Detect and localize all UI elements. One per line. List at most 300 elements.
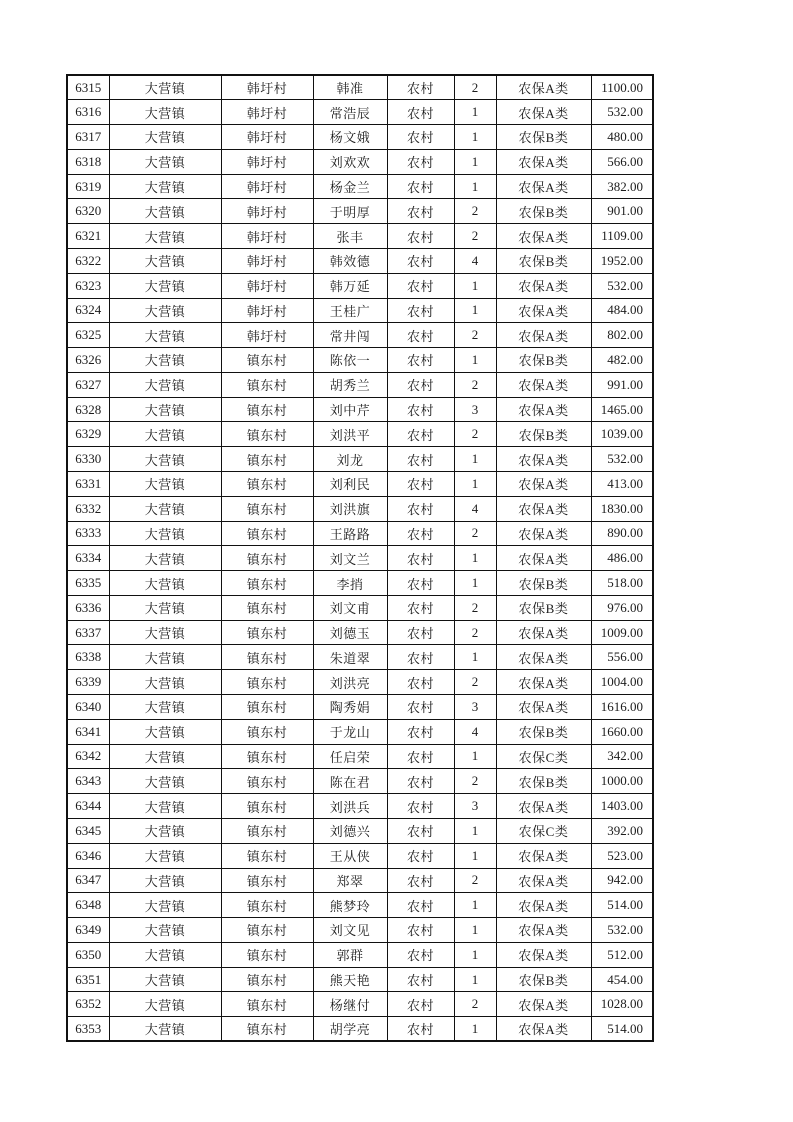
- amount-cell: 514.00: [591, 893, 653, 918]
- insurance-category-cell: 农保A类: [496, 843, 591, 868]
- amount-cell: 486.00: [591, 546, 653, 571]
- town-cell: 大营镇: [109, 422, 221, 447]
- table-body: [67, 75, 653, 1041]
- amount-cell: 890.00: [591, 521, 653, 546]
- amount-cell: 454.00: [591, 967, 653, 992]
- serial-cell: 6335: [67, 571, 109, 596]
- table-row: [67, 918, 653, 943]
- residence-type-cell: 农村: [387, 323, 454, 348]
- serial-cell: 6351: [67, 967, 109, 992]
- table-row: [67, 273, 653, 298]
- person-count-cell: 2: [454, 199, 496, 224]
- residence-type-cell: 农村: [387, 992, 454, 1017]
- amount-cell: 1009.00: [591, 620, 653, 645]
- person-count-cell: 1: [454, 967, 496, 992]
- table-row: [67, 521, 653, 546]
- serial-cell: 6318: [67, 149, 109, 174]
- village-cell: 韩圩村: [221, 174, 313, 199]
- residence-type-cell: 农村: [387, 546, 454, 571]
- insurance-category-cell: 农保B类: [496, 199, 591, 224]
- village-cell: 韩圩村: [221, 273, 313, 298]
- town-cell: 大营镇: [109, 645, 221, 670]
- serial-cell: 6343: [67, 769, 109, 794]
- village-cell: 镇东村: [221, 397, 313, 422]
- person-name-cell: 韩效德: [313, 248, 387, 273]
- town-cell: 大营镇: [109, 100, 221, 125]
- town-cell: 大营镇: [109, 149, 221, 174]
- insurance-category-cell: 农保C类: [496, 744, 591, 769]
- person-count-cell: 4: [454, 496, 496, 521]
- amount-cell: 1028.00: [591, 992, 653, 1017]
- person-name-cell: 陶秀娟: [313, 695, 387, 720]
- village-cell: 镇东村: [221, 372, 313, 397]
- table-row: [67, 645, 653, 670]
- village-cell: 镇东村: [221, 868, 313, 893]
- insurance-category-cell: 农保A类: [496, 794, 591, 819]
- person-name-cell: 于明厚: [313, 199, 387, 224]
- person-name-cell: 刘洪旗: [313, 496, 387, 521]
- serial-cell: 6329: [67, 422, 109, 447]
- person-name-cell: 郭群: [313, 942, 387, 967]
- person-name-cell: 王桂广: [313, 298, 387, 323]
- residence-type-cell: 农村: [387, 447, 454, 472]
- residence-type-cell: 农村: [387, 670, 454, 695]
- table-row: [67, 818, 653, 843]
- residence-type-cell: 农村: [387, 918, 454, 943]
- table-row: [67, 472, 653, 497]
- table-row: [67, 695, 653, 720]
- person-name-cell: 韩万延: [313, 273, 387, 298]
- town-cell: 大营镇: [109, 496, 221, 521]
- person-name-cell: 张丰: [313, 224, 387, 249]
- serial-cell: 6328: [67, 397, 109, 422]
- person-count-cell: 1: [454, 174, 496, 199]
- town-cell: 大营镇: [109, 447, 221, 472]
- town-cell: 大营镇: [109, 521, 221, 546]
- village-cell: 韩圩村: [221, 323, 313, 348]
- insurance-category-cell: 农保A类: [496, 546, 591, 571]
- village-cell: 镇东村: [221, 670, 313, 695]
- table-row: [67, 719, 653, 744]
- serial-cell: 6346: [67, 843, 109, 868]
- town-cell: 大营镇: [109, 273, 221, 298]
- serial-cell: 6350: [67, 942, 109, 967]
- residence-type-cell: 农村: [387, 273, 454, 298]
- table-row: [67, 546, 653, 571]
- serial-cell: 6331: [67, 472, 109, 497]
- serial-cell: 6319: [67, 174, 109, 199]
- town-cell: 大营镇: [109, 571, 221, 596]
- town-cell: 大营镇: [109, 967, 221, 992]
- residence-type-cell: 农村: [387, 719, 454, 744]
- town-cell: 大营镇: [109, 323, 221, 348]
- insurance-category-cell: 农保B类: [496, 595, 591, 620]
- residence-type-cell: 农村: [387, 818, 454, 843]
- amount-cell: 523.00: [591, 843, 653, 868]
- village-cell: 镇东村: [221, 843, 313, 868]
- table-row: [67, 595, 653, 620]
- table-row: [67, 397, 653, 422]
- insurance-category-cell: 农保B类: [496, 967, 591, 992]
- amount-cell: 1109.00: [591, 224, 653, 249]
- amount-cell: 1465.00: [591, 397, 653, 422]
- insurance-category-cell: 农保B类: [496, 125, 591, 150]
- person-count-cell: 1: [454, 348, 496, 373]
- residence-type-cell: 农村: [387, 893, 454, 918]
- residence-type-cell: 农村: [387, 794, 454, 819]
- person-count-cell: 2: [454, 595, 496, 620]
- town-cell: 大营镇: [109, 595, 221, 620]
- person-name-cell: 刘文兰: [313, 546, 387, 571]
- person-name-cell: 任启荣: [313, 744, 387, 769]
- residence-type-cell: 农村: [387, 967, 454, 992]
- insurance-category-cell: 农保A类: [496, 620, 591, 645]
- residence-type-cell: 农村: [387, 75, 454, 100]
- table-row: [67, 323, 653, 348]
- residence-type-cell: 农村: [387, 348, 454, 373]
- person-count-cell: 2: [454, 992, 496, 1017]
- person-name-cell: 陈在君: [313, 769, 387, 794]
- person-count-cell: 1: [454, 447, 496, 472]
- village-cell: 镇东村: [221, 769, 313, 794]
- person-count-cell: 1: [454, 125, 496, 150]
- person-count-cell: 1: [454, 918, 496, 943]
- person-count-cell: 1: [454, 645, 496, 670]
- village-cell: 镇东村: [221, 918, 313, 943]
- residence-type-cell: 农村: [387, 620, 454, 645]
- residence-type-cell: 农村: [387, 199, 454, 224]
- serial-cell: 6349: [67, 918, 109, 943]
- town-cell: 大营镇: [109, 397, 221, 422]
- village-cell: 镇东村: [221, 472, 313, 497]
- person-count-cell: 1: [454, 893, 496, 918]
- village-cell: 镇东村: [221, 595, 313, 620]
- insurance-category-cell: 农保B类: [496, 719, 591, 744]
- village-cell: 韩圩村: [221, 75, 313, 100]
- person-count-cell: 1: [454, 571, 496, 596]
- village-cell: 镇东村: [221, 794, 313, 819]
- table-row: [67, 1017, 653, 1042]
- insurance-category-cell: 农保A类: [496, 397, 591, 422]
- serial-cell: 6332: [67, 496, 109, 521]
- serial-cell: 6337: [67, 620, 109, 645]
- insurance-category-cell: 农保A类: [496, 1017, 591, 1042]
- residence-type-cell: 农村: [387, 645, 454, 670]
- town-cell: 大营镇: [109, 695, 221, 720]
- person-name-cell: 杨继付: [313, 992, 387, 1017]
- village-cell: 镇东村: [221, 521, 313, 546]
- insurance-category-cell: 农保A类: [496, 472, 591, 497]
- amount-cell: 1000.00: [591, 769, 653, 794]
- serial-cell: 6333: [67, 521, 109, 546]
- insurance-category-cell: 农保A类: [496, 942, 591, 967]
- person-name-cell: 杨文娥: [313, 125, 387, 150]
- insurance-category-cell: 农保A类: [496, 496, 591, 521]
- amount-cell: 512.00: [591, 942, 653, 967]
- serial-cell: 6322: [67, 248, 109, 273]
- serial-cell: 6323: [67, 273, 109, 298]
- person-name-cell: 李捎: [313, 571, 387, 596]
- insurance-category-cell: 农保A类: [496, 323, 591, 348]
- table-row: [67, 571, 653, 596]
- table-row: [67, 447, 653, 472]
- person-name-cell: 刘中芹: [313, 397, 387, 422]
- insurance-category-cell: 农保A类: [496, 75, 591, 100]
- amount-cell: 1004.00: [591, 670, 653, 695]
- amount-cell: 991.00: [591, 372, 653, 397]
- person-name-cell: 朱道翠: [313, 645, 387, 670]
- person-name-cell: 刘文甫: [313, 595, 387, 620]
- table-row: [67, 893, 653, 918]
- residence-type-cell: 农村: [387, 496, 454, 521]
- residence-type-cell: 农村: [387, 695, 454, 720]
- amount-cell: 976.00: [591, 595, 653, 620]
- table-row: [67, 174, 653, 199]
- person-count-cell: 1: [454, 273, 496, 298]
- person-count-cell: 1: [454, 818, 496, 843]
- table-row: [67, 149, 653, 174]
- insurance-category-cell: 农保A类: [496, 447, 591, 472]
- serial-cell: 6341: [67, 719, 109, 744]
- person-count-cell: 1: [454, 942, 496, 967]
- amount-cell: 1100.00: [591, 75, 653, 100]
- town-cell: 大营镇: [109, 992, 221, 1017]
- residence-type-cell: 农村: [387, 372, 454, 397]
- residence-type-cell: 农村: [387, 224, 454, 249]
- village-cell: 镇东村: [221, 1017, 313, 1042]
- amount-cell: 566.00: [591, 149, 653, 174]
- village-cell: 镇东村: [221, 496, 313, 521]
- residence-type-cell: 农村: [387, 100, 454, 125]
- serial-cell: 6344: [67, 794, 109, 819]
- residence-type-cell: 农村: [387, 298, 454, 323]
- amount-cell: 802.00: [591, 323, 653, 348]
- residence-type-cell: 农村: [387, 769, 454, 794]
- person-name-cell: 刘文见: [313, 918, 387, 943]
- insurance-category-cell: 农保A类: [496, 868, 591, 893]
- serial-cell: 6320: [67, 199, 109, 224]
- insurance-category-cell: 农保A类: [496, 645, 591, 670]
- town-cell: 大营镇: [109, 818, 221, 843]
- table-row: [67, 248, 653, 273]
- town-cell: 大营镇: [109, 719, 221, 744]
- village-cell: 韩圩村: [221, 199, 313, 224]
- person-count-cell: 3: [454, 794, 496, 819]
- table-row: [67, 75, 653, 100]
- table-row: [67, 744, 653, 769]
- amount-cell: 382.00: [591, 174, 653, 199]
- insurance-category-cell: 农保A类: [496, 918, 591, 943]
- person-name-cell: 陈依一: [313, 348, 387, 373]
- person-name-cell: 刘利民: [313, 472, 387, 497]
- town-cell: 大营镇: [109, 1017, 221, 1042]
- village-cell: 韩圩村: [221, 248, 313, 273]
- serial-cell: 6324: [67, 298, 109, 323]
- village-cell: 镇东村: [221, 744, 313, 769]
- insurance-category-cell: 农保B类: [496, 348, 591, 373]
- serial-cell: 6330: [67, 447, 109, 472]
- village-cell: 镇东村: [221, 967, 313, 992]
- insurance-category-cell: 农保B类: [496, 769, 591, 794]
- person-name-cell: 胡学亮: [313, 1017, 387, 1042]
- insurance-category-cell: 农保A类: [496, 298, 591, 323]
- benefits-table: [66, 74, 654, 1042]
- serial-cell: 6326: [67, 348, 109, 373]
- person-count-cell: 1: [454, 843, 496, 868]
- person-count-cell: 3: [454, 397, 496, 422]
- person-name-cell: 王路路: [313, 521, 387, 546]
- town-cell: 大营镇: [109, 670, 221, 695]
- table-row: [67, 125, 653, 150]
- person-count-cell: 2: [454, 769, 496, 794]
- person-name-cell: 王从侠: [313, 843, 387, 868]
- amount-cell: 532.00: [591, 918, 653, 943]
- serial-cell: 6340: [67, 695, 109, 720]
- village-cell: 镇东村: [221, 546, 313, 571]
- village-cell: 镇东村: [221, 818, 313, 843]
- town-cell: 大营镇: [109, 472, 221, 497]
- residence-type-cell: 农村: [387, 422, 454, 447]
- residence-type-cell: 农村: [387, 571, 454, 596]
- table-row: [67, 298, 653, 323]
- amount-cell: 1039.00: [591, 422, 653, 447]
- insurance-category-cell: 农保A类: [496, 149, 591, 174]
- person-count-cell: 4: [454, 719, 496, 744]
- person-count-cell: 1: [454, 546, 496, 571]
- insurance-category-cell: 农保B类: [496, 248, 591, 273]
- insurance-category-cell: 农保B类: [496, 422, 591, 447]
- amount-cell: 1403.00: [591, 794, 653, 819]
- table-row: [67, 794, 653, 819]
- person-count-cell: 2: [454, 75, 496, 100]
- village-cell: 韩圩村: [221, 100, 313, 125]
- serial-cell: 6345: [67, 818, 109, 843]
- insurance-category-cell: 农保A类: [496, 100, 591, 125]
- village-cell: 镇东村: [221, 348, 313, 373]
- residence-type-cell: 农村: [387, 397, 454, 422]
- amount-cell: 480.00: [591, 125, 653, 150]
- amount-cell: 1952.00: [591, 248, 653, 273]
- serial-cell: 6316: [67, 100, 109, 125]
- village-cell: 镇东村: [221, 893, 313, 918]
- amount-cell: 901.00: [591, 199, 653, 224]
- serial-cell: 6339: [67, 670, 109, 695]
- table-row: [67, 372, 653, 397]
- person-name-cell: 杨金兰: [313, 174, 387, 199]
- village-cell: 韩圩村: [221, 125, 313, 150]
- serial-cell: 6342: [67, 744, 109, 769]
- village-cell: 韩圩村: [221, 298, 313, 323]
- table-row: [67, 620, 653, 645]
- insurance-category-cell: 农保C类: [496, 818, 591, 843]
- person-count-cell: 1: [454, 298, 496, 323]
- village-cell: 韩圩村: [221, 149, 313, 174]
- amount-cell: 342.00: [591, 744, 653, 769]
- table-row: [67, 967, 653, 992]
- residence-type-cell: 农村: [387, 125, 454, 150]
- residence-type-cell: 农村: [387, 868, 454, 893]
- serial-cell: 6325: [67, 323, 109, 348]
- serial-cell: 6348: [67, 893, 109, 918]
- serial-cell: 6315: [67, 75, 109, 100]
- town-cell: 大营镇: [109, 794, 221, 819]
- table-row: [67, 199, 653, 224]
- insurance-category-cell: 农保A类: [496, 893, 591, 918]
- person-count-cell: 3: [454, 695, 496, 720]
- town-cell: 大营镇: [109, 620, 221, 645]
- table-row: [67, 670, 653, 695]
- town-cell: 大营镇: [109, 174, 221, 199]
- insurance-category-cell: 农保A类: [496, 521, 591, 546]
- serial-cell: 6321: [67, 224, 109, 249]
- person-count-cell: 1: [454, 1017, 496, 1042]
- residence-type-cell: 农村: [387, 1017, 454, 1042]
- person-count-cell: 2: [454, 670, 496, 695]
- person-name-cell: 熊天艳: [313, 967, 387, 992]
- serial-cell: 6347: [67, 868, 109, 893]
- person-name-cell: 刘洪亮: [313, 670, 387, 695]
- serial-cell: 6334: [67, 546, 109, 571]
- amount-cell: 518.00: [591, 571, 653, 596]
- person-count-cell: 2: [454, 323, 496, 348]
- table-row: [67, 224, 653, 249]
- person-count-cell: 2: [454, 868, 496, 893]
- table-row: [67, 843, 653, 868]
- town-cell: 大营镇: [109, 918, 221, 943]
- amount-cell: 484.00: [591, 298, 653, 323]
- village-cell: 镇东村: [221, 571, 313, 596]
- village-cell: 镇东村: [221, 695, 313, 720]
- person-name-cell: 刘欢欢: [313, 149, 387, 174]
- village-cell: 镇东村: [221, 620, 313, 645]
- town-cell: 大营镇: [109, 893, 221, 918]
- town-cell: 大营镇: [109, 125, 221, 150]
- amount-cell: 556.00: [591, 645, 653, 670]
- serial-cell: 6336: [67, 595, 109, 620]
- town-cell: 大营镇: [109, 224, 221, 249]
- amount-cell: 514.00: [591, 1017, 653, 1042]
- person-name-cell: 刘德玉: [313, 620, 387, 645]
- table-row: [67, 769, 653, 794]
- amount-cell: 1830.00: [591, 496, 653, 521]
- person-count-cell: 2: [454, 372, 496, 397]
- village-cell: 韩圩村: [221, 224, 313, 249]
- village-cell: 镇东村: [221, 942, 313, 967]
- person-count-cell: 1: [454, 744, 496, 769]
- serial-cell: 6353: [67, 1017, 109, 1042]
- insurance-category-cell: 农保B类: [496, 571, 591, 596]
- insurance-category-cell: 农保A类: [496, 273, 591, 298]
- serial-cell: 6338: [67, 645, 109, 670]
- residence-type-cell: 农村: [387, 521, 454, 546]
- village-cell: 镇东村: [221, 447, 313, 472]
- insurance-category-cell: 农保A类: [496, 224, 591, 249]
- insurance-category-cell: 农保A类: [496, 992, 591, 1017]
- town-cell: 大营镇: [109, 248, 221, 273]
- person-count-cell: 1: [454, 149, 496, 174]
- amount-cell: 1660.00: [591, 719, 653, 744]
- person-name-cell: 于龙山: [313, 719, 387, 744]
- amount-cell: 532.00: [591, 100, 653, 125]
- table-row: [67, 992, 653, 1017]
- person-count-cell: 2: [454, 422, 496, 447]
- person-name-cell: 刘德兴: [313, 818, 387, 843]
- person-name-cell: 常浩辰: [313, 100, 387, 125]
- table-row: [67, 100, 653, 125]
- village-cell: 镇东村: [221, 645, 313, 670]
- table-row: [67, 496, 653, 521]
- serial-cell: 6352: [67, 992, 109, 1017]
